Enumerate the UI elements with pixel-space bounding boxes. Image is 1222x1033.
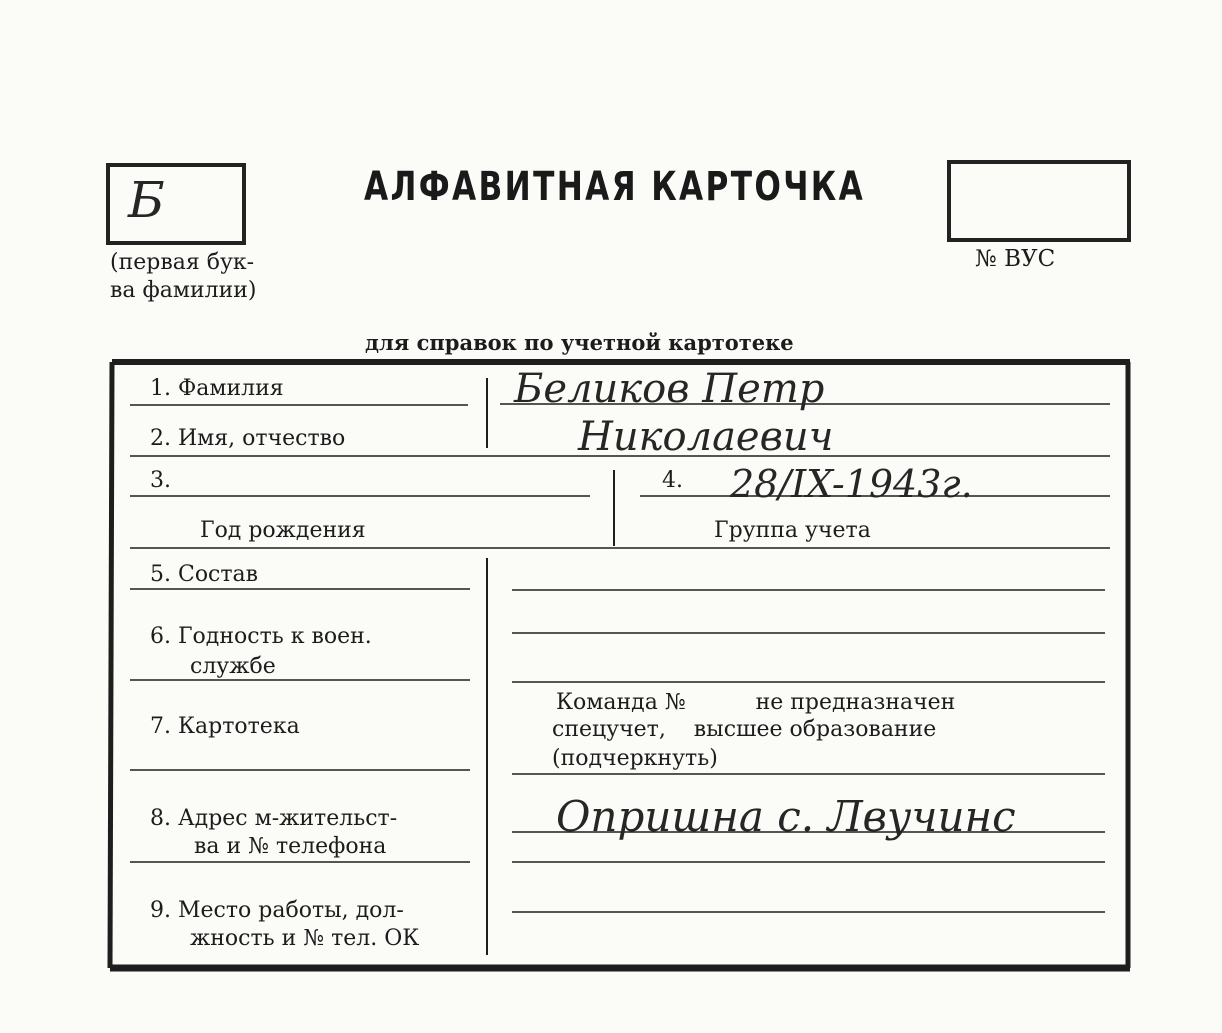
work-label-2: жность и № тел. ОК <box>190 926 420 951</box>
birth-year-label: Год рождения <box>200 518 366 543</box>
letter-box-caption-2: ва фамилии) <box>110 278 257 303</box>
fitness-label-1: 6. Годность к воен. <box>150 624 372 649</box>
name-patronymic-label: 2. Имя, отчество <box>150 426 346 451</box>
vus-caption: № ВУС <box>975 246 1056 272</box>
work-label-1: 9. Место работы, дол- <box>150 898 404 923</box>
date-handwritten: 28/IX-1943г. <box>730 462 973 506</box>
card-subtitle: для справок по учетной картотеке <box>365 330 794 355</box>
team-line-3: (подчеркнуть) <box>552 746 718 771</box>
card-title: АЛФАВИТНАЯ КАРТОЧКА <box>364 164 866 210</box>
address-label-2: ва и № телефона <box>194 834 387 859</box>
field-3-label: 3. <box>150 468 171 493</box>
composition-label: 5. Состав <box>150 562 259 587</box>
letter-box-value: Б <box>128 171 165 229</box>
fitness-label-2: службе <box>190 654 276 679</box>
field-4-label: 4. <box>662 468 683 493</box>
team-line-2: спецучет, высшее образование <box>552 717 937 742</box>
team-line-1: Команда № не предназначен <box>556 690 956 715</box>
surname-label: 1. Фамилия <box>150 376 284 401</box>
patronymic-handwritten: Николаевич <box>578 414 834 460</box>
kartoteka-label: 7. Картотека <box>150 714 300 739</box>
address-label-1: 8. Адрес м-жительст- <box>150 806 398 831</box>
surname-handwritten: Беликов Петр <box>514 366 825 412</box>
group-label: Группа учета <box>714 518 871 543</box>
letter-box-caption-1: (первая бук- <box>110 250 255 275</box>
address-handwritten: Опришна с. Лвучинс <box>556 792 1016 841</box>
